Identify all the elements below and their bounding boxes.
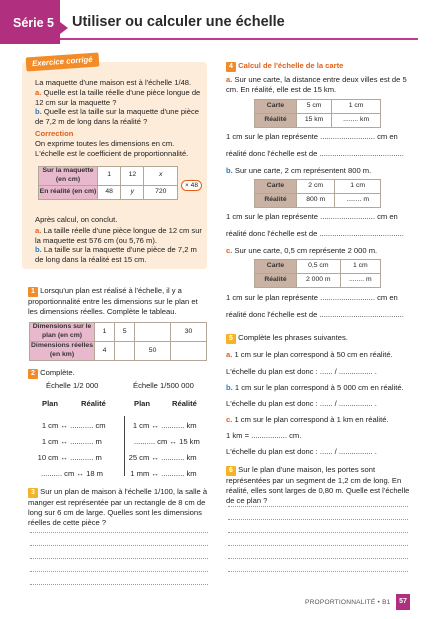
ex2-left-col-plan: Plan bbox=[42, 399, 59, 408]
ex4-c-cell: 0,5 cm bbox=[297, 260, 341, 274]
ex1-cell[interactable]: 1 bbox=[95, 323, 115, 342]
answer-line[interactable] bbox=[30, 545, 208, 546]
ex2-divider bbox=[124, 416, 125, 476]
exercise-6-text: 6 Sur le plan d'une maison, les portes sont représentées par un segment de 1,2 cm de long. En réalité, elles sont larges de 0,80 m. Quelle est l'échelle de ce plan ? bbox=[226, 465, 410, 505]
exercise-2-title: 2 Complète. bbox=[28, 368, 75, 379]
ex4-a-cell: 5 cm bbox=[297, 100, 332, 114]
ex2-right-row: 1 mm ↔ ........... km bbox=[130, 469, 197, 478]
ex2-right-row: 25 cm ↔ ........... km bbox=[128, 453, 197, 462]
ex2-right-col-plan: Plan bbox=[134, 399, 151, 408]
ex2-left-scale: Échelle 1/2 000 bbox=[46, 381, 99, 390]
ex4-c-h1: Carte bbox=[255, 260, 297, 274]
exercise-6-number: 6 bbox=[226, 466, 236, 476]
ex4-a-line2[interactable]: réalité donc l'échelle est de ........................................ bbox=[226, 149, 404, 158]
serie-arrow bbox=[60, 22, 68, 34]
answer-line[interactable] bbox=[30, 558, 208, 559]
corrige-cell: 48 bbox=[98, 185, 121, 199]
ex4-c-line1[interactable]: 1 cm sur le plan représente .......................... cm en bbox=[226, 293, 398, 302]
ex5-b: b. 1 cm sur le plan correspond à 5 000 cm en réalité. bbox=[226, 383, 404, 392]
ex2-left-col-real: Réalité bbox=[81, 399, 106, 408]
ex4-c-h2: Réalité bbox=[255, 274, 297, 288]
exercise-1-table bbox=[29, 322, 207, 361]
ex4-c-cell[interactable]: ........ m bbox=[340, 274, 380, 288]
ex2-left-row: 10 cm ↔ ........... m bbox=[37, 453, 102, 462]
ex5-a2[interactable]: L'échelle du plan est donc : ...... / ................ . bbox=[226, 367, 377, 376]
ex4-b-table bbox=[254, 179, 381, 208]
corrige-intro: La maquette d'une maison est à l'échelle 1/48. bbox=[35, 78, 192, 87]
times-48-arrow-label: × 48 bbox=[181, 180, 202, 191]
ex1-row1-head: Dimensions sur le plan (en cm) bbox=[30, 323, 95, 342]
exercise-4-title: 4 Calcul de l'échelle de la carte bbox=[226, 61, 343, 72]
ex1-cell[interactable] bbox=[115, 342, 135, 361]
ex4-b-text: b. Sur une carte, 2 cm représentent 800 m. bbox=[226, 166, 372, 175]
exercise-5-number: 5 bbox=[226, 334, 236, 344]
answer-line[interactable] bbox=[30, 532, 208, 533]
ex4-c-table bbox=[254, 259, 381, 288]
ex4-c-text: c. Sur une carte, 0,5 cm représente 2 000 m. bbox=[226, 246, 378, 255]
ex4-a-h1: Carte bbox=[255, 100, 297, 114]
ex4-c-cell: 1 cm bbox=[340, 260, 380, 274]
ex1-cell[interactable]: 30 bbox=[171, 323, 207, 342]
exercise-3-number: 3 bbox=[28, 488, 38, 498]
ex4-b-h2: Réalité bbox=[255, 194, 297, 208]
answer-line[interactable] bbox=[228, 558, 408, 559]
ex4-b-cell: 2 cm bbox=[297, 180, 335, 194]
answer-line[interactable] bbox=[228, 571, 408, 572]
answer-line[interactable] bbox=[228, 506, 408, 507]
serie-badge bbox=[0, 0, 60, 44]
ex2-right-col-real: Réalité bbox=[172, 399, 197, 408]
ex4-b-h1: Carte bbox=[255, 180, 297, 194]
corrige-cell: y bbox=[121, 185, 144, 199]
page-title: Utiliser ou calculer une échelle bbox=[72, 14, 285, 30]
ex4-c-cell: 2 000 m bbox=[297, 274, 341, 288]
ex1-cell[interactable] bbox=[135, 323, 171, 342]
exercise-1-number: 1 bbox=[28, 287, 38, 297]
ex1-cell[interactable] bbox=[171, 342, 207, 361]
ex2-left-row: .......... cm ↔ 18 m bbox=[40, 469, 104, 478]
answer-line[interactable] bbox=[30, 584, 208, 585]
ex5-c3[interactable]: L'échelle du plan est donc : ...... / ................ . bbox=[226, 447, 377, 456]
title-underline bbox=[60, 38, 418, 40]
ex5-c2[interactable]: 1 km = ................. cm. bbox=[226, 431, 302, 440]
footer-section: PROPORTIONNALITÉ • B1 bbox=[305, 599, 391, 606]
answer-line[interactable] bbox=[30, 571, 208, 572]
ex4-a-line1[interactable]: 1 cm sur le plan représente .......................... cm en bbox=[226, 132, 398, 141]
ex5-b2[interactable]: L'échelle du plan est donc : ...... / ................ . bbox=[226, 399, 377, 408]
corrige-table bbox=[38, 166, 178, 200]
ex5-a: a. 1 cm sur le plan correspond à 50 cm en réalité. bbox=[226, 350, 393, 359]
ex4-b-line2[interactable]: réalité donc l'échelle est de ........................................ bbox=[226, 229, 404, 238]
ex2-right-scale: Échelle 1/500 000 bbox=[133, 381, 194, 390]
page-number: 57 bbox=[396, 594, 410, 610]
ex4-b-cell: 800 m bbox=[297, 194, 335, 208]
ex4-c-line2[interactable]: réalité donc l'échelle est de ........................................ bbox=[226, 310, 404, 319]
exercise-3-text: 3 Sur un plan de maison à l'échelle 1/100, la salle à manger est représentée par un rectangle de 8 cm de long sur 6 cm de large. Quelles sont les dimensions réelles de cette pièce ? bbox=[28, 487, 208, 527]
corrige-question-b: b. Quelle est la taille sur la maquette d'une pièce de 7,2 m de long dans la réalité ? bbox=[35, 107, 199, 126]
ex2-left-row: 1 cm ↔ ........... m bbox=[41, 437, 102, 446]
corrige-after: Après calcul, on conclut. bbox=[35, 215, 118, 224]
ex4-b-cell: 1 cm bbox=[335, 180, 381, 194]
corrige-question-a: a. Quelle est la taille réelle d'une pièce longue de 12 cm sur la maquette ? bbox=[35, 88, 201, 107]
answer-line[interactable] bbox=[228, 532, 408, 533]
answer-line[interactable] bbox=[228, 545, 408, 546]
ex4-a-cell: 1 cm bbox=[332, 100, 381, 114]
ex2-right-row: 1 cm ↔ ........... km bbox=[132, 421, 197, 430]
corrige-cell: x bbox=[144, 167, 178, 186]
ex4-a-text: a. Sur une carte, la distance entre deux villes est de 5 cm. En réalité, elle est de 15 km. bbox=[226, 75, 407, 94]
corrige-answer-a: a. La taille réelle d'une pièce longue de 12 cm sur la maquette est 576 cm (ou 5,76 m). bbox=[35, 226, 202, 245]
exercise-4-number: 4 bbox=[226, 62, 236, 72]
corrige-answer-b: b. La taille sur la maquette d'une pièce de 7,2 m de long dans la réalité est 15 cm. bbox=[35, 245, 197, 264]
ex1-cell[interactable]: 50 bbox=[135, 342, 171, 361]
corrige-cell: 720 bbox=[144, 185, 178, 199]
ex4-b-cell[interactable]: ........ m bbox=[335, 194, 381, 208]
correction-text: On exprime toutes les dimensions en cm. L'échelle est le coefficient de proportionnalité. bbox=[35, 139, 189, 158]
corrige-cell: 12 bbox=[121, 167, 144, 186]
corrige-cell: 1 bbox=[98, 167, 121, 186]
ex4-b-line1[interactable]: 1 cm sur le plan représente .......................... cm en bbox=[226, 212, 398, 221]
ex4-a-h2: Réalité bbox=[255, 114, 297, 128]
answer-line[interactable] bbox=[228, 519, 408, 520]
exercise-2-number: 2 bbox=[28, 369, 38, 379]
ex4-a-cell[interactable]: ........ km bbox=[332, 114, 381, 128]
ex1-cell[interactable]: 5 bbox=[115, 323, 135, 342]
ex2-right-row: .......... cm ↔ 15 km bbox=[133, 437, 200, 446]
exercise-5-title: 5 Complète les phrases suivantes. bbox=[226, 333, 348, 344]
ex1-row2-head: Dimensions réelles (en km) bbox=[30, 342, 95, 361]
ex5-c: c. 1 cm sur le plan correspond à 1 km en réalité. bbox=[226, 415, 389, 424]
corrige-row1-head: Sur la maquette (en cm) bbox=[39, 167, 98, 186]
corrige-row2-head: En réalité (en cm) bbox=[39, 185, 98, 199]
ex1-cell[interactable]: 4 bbox=[95, 342, 115, 361]
exercise-1-text: 1 Lorsqu'un plan est réalisé à l'échelle, il y a proportionnalité entre les dimensions sur le plan et les dimensions réelles. Complète le tableau. bbox=[28, 286, 198, 316]
ex4-a-cell: 15 km bbox=[297, 114, 332, 128]
ex2-left-row: 1 cm ↔ ........... cm bbox=[41, 421, 106, 430]
corrected-exercise-tag: Exercice corrigé bbox=[26, 52, 99, 71]
correction-title: Correction bbox=[35, 129, 74, 138]
serie-label: Série 5 bbox=[13, 16, 55, 30]
ex4-a-table bbox=[254, 99, 381, 128]
